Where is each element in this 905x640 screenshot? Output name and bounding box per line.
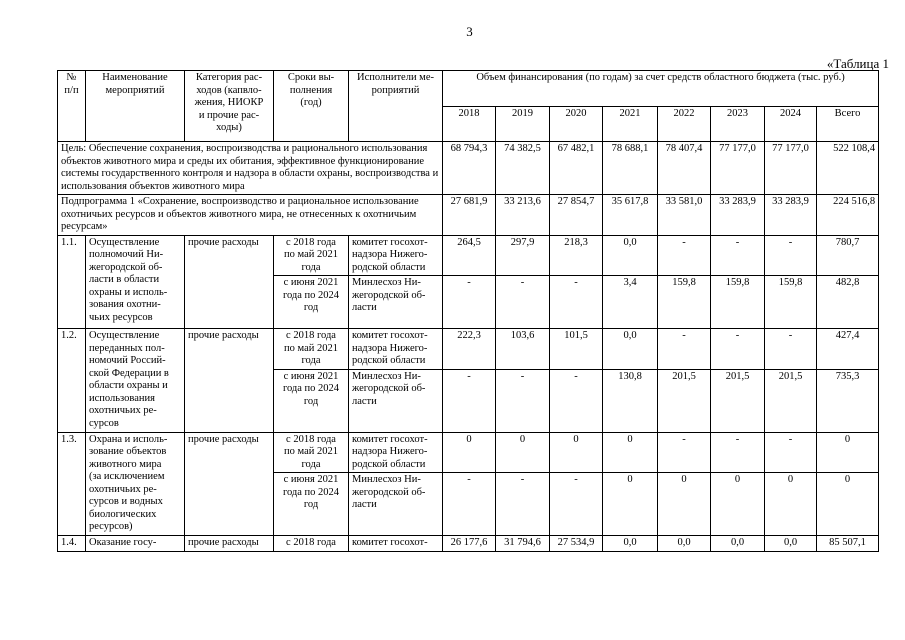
header-year: 2023 <box>711 106 765 142</box>
item-value: - <box>550 276 603 329</box>
item-term: с 2018 года <box>274 536 349 552</box>
subprogram-value: 33 283,9 <box>765 195 817 236</box>
table-row <box>58 329 879 370</box>
item-term: с июня 2021 года по 2024 год <box>274 369 349 432</box>
item-executor: комитет госохот- <box>349 536 443 552</box>
item-value: - <box>496 369 550 432</box>
goal-value: 74 382,5 <box>496 142 550 195</box>
goal-total: 522 108,4 <box>817 142 879 195</box>
item-value: 0 <box>603 432 658 473</box>
header-name: Наименование мероприятий <box>86 71 185 142</box>
item-category: прочие расходы <box>185 432 274 536</box>
subprogram-value: 33 581,0 <box>658 195 711 236</box>
item-term: с 2018 года по май 2021 года <box>274 235 349 276</box>
item-value: 101,5 <box>550 329 603 370</box>
item-value: 218,3 <box>550 235 603 276</box>
item-value: 0 <box>658 473 711 536</box>
item-value: - <box>711 235 765 276</box>
item-value: 159,8 <box>658 276 711 329</box>
item-value: 264,5 <box>443 235 496 276</box>
item-term: с 2018 года по май 2021 года <box>274 432 349 473</box>
header-year: 2018 <box>443 106 496 142</box>
subprogram-value: 33 213,6 <box>496 195 550 236</box>
item-value: 0,0 <box>711 536 765 552</box>
item-value: 0 <box>496 432 550 473</box>
item-value: - <box>765 329 817 370</box>
item-value: 0,0 <box>603 235 658 276</box>
item-total: 780,7 <box>817 235 879 276</box>
item-value: 201,5 <box>711 369 765 432</box>
table-caption: «Таблица 1 <box>826 56 889 71</box>
table-row <box>58 235 879 276</box>
item-executor: комитет госохот- надзора Нижего- родской области <box>349 329 443 370</box>
item-total: 0 <box>817 473 879 536</box>
item-total: 85 507,1 <box>817 536 879 552</box>
page-number: 3 <box>466 24 473 39</box>
subprogram-value: 27 681,9 <box>443 195 496 236</box>
item-name: Осуществление полномочий Ни- жегородской об- ласти в области охраны и исполь- зования охотни- чьих ресурсов <box>86 235 185 329</box>
item-value: 0,0 <box>603 329 658 370</box>
item-total: 735,3 <box>817 369 879 432</box>
item-num: 1.3. <box>58 432 86 536</box>
item-executor: комитет госохот- надзора Нижего- родской области <box>349 432 443 473</box>
item-num: 1.1. <box>58 235 86 329</box>
goal-value: 68 794,3 <box>443 142 496 195</box>
table-row <box>58 432 879 473</box>
header-year-total: Всего <box>817 106 879 142</box>
item-value: - <box>496 276 550 329</box>
goal-value: 77 177,0 <box>711 142 765 195</box>
item-category: прочие расходы <box>185 536 274 552</box>
subprogram-value: 35 617,8 <box>603 195 658 236</box>
header-term: Сроки вы- полнения (год) <box>274 71 349 142</box>
item-value: - <box>711 432 765 473</box>
subprogram-text: Подпрограмма 1 «Сохранение, воспроизводство и рациональное использование охотничьих ресурсов и объектов животного мира, не отнесенных к охотничьим ресурсам» <box>58 195 443 236</box>
goal-row <box>58 142 879 195</box>
item-value: - <box>443 473 496 536</box>
item-total: 0 <box>817 432 879 473</box>
item-executor: комитет госохот- надзора Нижего- родской области <box>349 235 443 276</box>
item-value: 0 <box>711 473 765 536</box>
subprogram-value: 33 283,9 <box>711 195 765 236</box>
item-value: 297,9 <box>496 235 550 276</box>
item-term: с июня 2021 года по 2024 год <box>274 473 349 536</box>
item-value: - <box>550 369 603 432</box>
item-value: - <box>496 473 550 536</box>
header-year: 2020 <box>550 106 603 142</box>
subprogram-total: 224 516,8 <box>817 195 879 236</box>
item-term: с 2018 года по май 2021 года <box>274 329 349 370</box>
item-value: - <box>658 235 711 276</box>
goal-value: 77 177,0 <box>765 142 817 195</box>
item-num: 1.2. <box>58 329 86 433</box>
item-value: 27 534,9 <box>550 536 603 552</box>
item-category: прочие расходы <box>185 329 274 433</box>
item-value: - <box>443 276 496 329</box>
item-value: - <box>765 432 817 473</box>
table-row <box>58 536 879 552</box>
item-value: 130,8 <box>603 369 658 432</box>
subprogram-row <box>58 195 879 236</box>
item-name: Оказание госу- <box>86 536 185 552</box>
item-name: Осуществление переданных пол- номочий Россий- ской Федерации в области охраны и использования охотничьих ре- сурсов <box>86 329 185 433</box>
item-value: 31 794,6 <box>496 536 550 552</box>
header-num: № п/п <box>58 71 86 142</box>
item-value: 0,0 <box>765 536 817 552</box>
item-value: 159,8 <box>711 276 765 329</box>
item-name: Охрана и исполь- зование объектов животного мира (за исключением охотничьих ре- сурсов и водных биологических ресурсов) <box>86 432 185 536</box>
goal-value: 78 688,1 <box>603 142 658 195</box>
item-value: 201,5 <box>658 369 711 432</box>
item-value: - <box>443 369 496 432</box>
item-value: 0,0 <box>658 536 711 552</box>
item-term: с июня 2021 года по 2024 год <box>274 276 349 329</box>
item-value: 159,8 <box>765 276 817 329</box>
item-executor: Минлесхоз Ни- жегородской об- ласти <box>349 276 443 329</box>
item-value: 103,6 <box>496 329 550 370</box>
item-value: - <box>765 235 817 276</box>
header-year: 2022 <box>658 106 711 142</box>
item-value: 26 177,6 <box>443 536 496 552</box>
header-year: 2019 <box>496 106 550 142</box>
header-category: Категория рас- ходов (капвло- жения, НИОКР и прочие рас- ходы) <box>185 71 274 142</box>
item-value: 3,4 <box>603 276 658 329</box>
header-executors: Исполнители ме- роприятий <box>349 71 443 142</box>
item-total: 427,4 <box>817 329 879 370</box>
header-funding-group: Объем финансирования (по годам) за счет средств областного бюджета (тыс. руб.) <box>443 71 879 107</box>
item-value: 201,5 <box>765 369 817 432</box>
header-year: 2021 <box>603 106 658 142</box>
item-value: 222,3 <box>443 329 496 370</box>
subprogram-value: 27 854,7 <box>550 195 603 236</box>
item-value: 0 <box>765 473 817 536</box>
item-executor: Минлесхоз Ни- жегородской об- ласти <box>349 369 443 432</box>
item-value: 0 <box>550 432 603 473</box>
header-year: 2024 <box>765 106 817 142</box>
item-value: 0 <box>603 473 658 536</box>
item-value: - <box>658 329 711 370</box>
header-row <box>58 71 879 107</box>
item-total: 482,8 <box>817 276 879 329</box>
financing-table <box>57 70 879 552</box>
item-value: 0,0 <box>603 536 658 552</box>
item-executor: Минлесхоз Ни- жегородской об- ласти <box>349 473 443 536</box>
item-category: прочие расходы <box>185 235 274 329</box>
item-num: 1.4. <box>58 536 86 552</box>
goal-value: 67 482,1 <box>550 142 603 195</box>
item-value: - <box>550 473 603 536</box>
item-value: - <box>711 329 765 370</box>
item-value: 0 <box>443 432 496 473</box>
goal-value: 78 407,4 <box>658 142 711 195</box>
goal-text: Цель: Обеспечение сохранения, воспроизводства и рационального использования объектов животного мира и среды их обитания, эффективное функционирование системы государственного контроля и надзора в области охраны, воспроизводства и использования объектов животного мира <box>58 142 443 195</box>
item-value: - <box>658 432 711 473</box>
